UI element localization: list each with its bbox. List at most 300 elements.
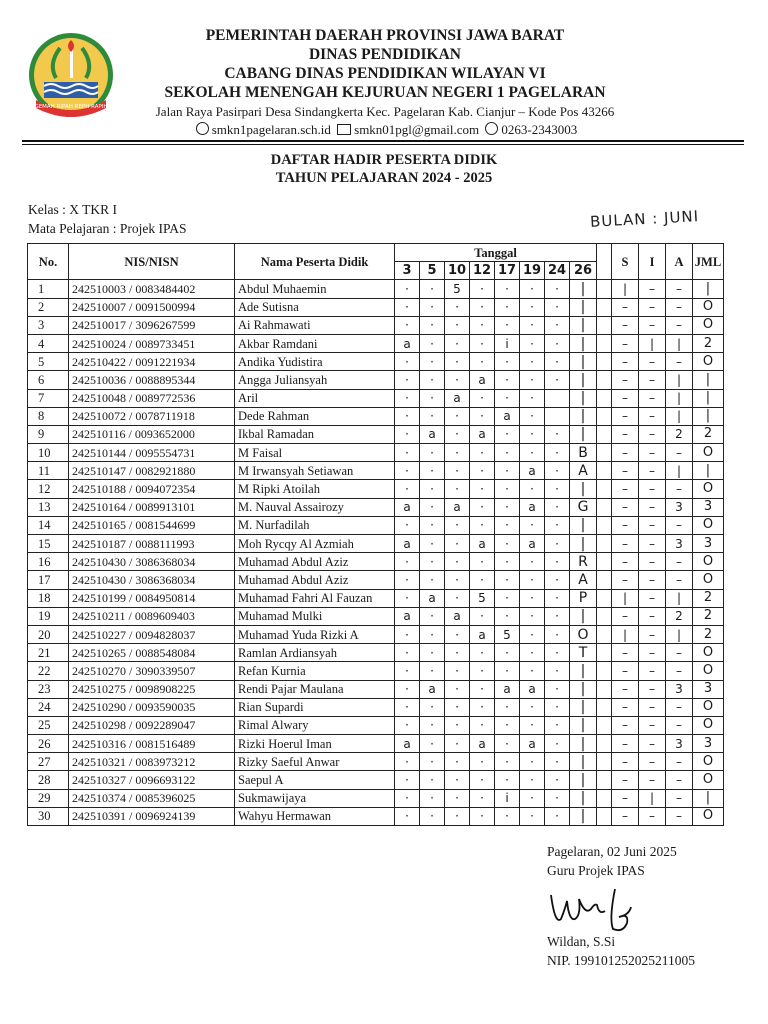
attendance-mark: · — [395, 771, 420, 789]
attendance-mark: · — [495, 735, 520, 753]
table-row — [28, 644, 724, 662]
count-total: O — [693, 553, 724, 571]
attendance-mark: · — [495, 425, 520, 443]
attendance-mark: · — [520, 298, 545, 316]
row-name: Muhamad Fahri Al Fauzan — [235, 589, 395, 607]
count-alpa: – — [666, 807, 693, 825]
attendance-mark: · — [395, 425, 420, 443]
letterhead-line2: DINAS PENDIDIKAN — [308, 46, 461, 63]
count-izin: – — [639, 280, 666, 298]
row-nis: 242510147 / 0082921880 — [69, 462, 235, 480]
count-sakit: – — [612, 644, 639, 662]
attendance-mark: · — [445, 516, 470, 534]
attendance-mark: · — [420, 571, 445, 589]
row-name: M Faisal — [235, 444, 395, 462]
attendance-mark: G — [570, 498, 597, 516]
attendance-mark: · — [520, 716, 545, 734]
table-row — [28, 535, 724, 553]
attendance-mark: · — [470, 789, 495, 807]
row-name: Moh Rycqy Al Azmiah — [235, 535, 395, 553]
table-row — [28, 353, 724, 371]
attendance-mark: · — [420, 716, 445, 734]
mapel-text: Mata Pelajaran : Projek IPAS — [28, 221, 187, 236]
attendance-mark: · — [395, 789, 420, 807]
attendance-mark: · — [420, 371, 445, 389]
header-jml: JML — [693, 244, 724, 280]
attendance-mark: · — [520, 553, 545, 571]
count-total: O — [693, 753, 724, 771]
attendance-mark: | — [570, 735, 597, 753]
header-nama: Nama Peserta Didik — [235, 244, 395, 280]
attendance-mark: · — [545, 698, 570, 716]
attendance-mark: · — [470, 334, 495, 352]
count-alpa: – — [666, 480, 693, 498]
table-row — [28, 716, 724, 734]
attendance-mark: · — [445, 444, 470, 462]
attendance-mark: · — [520, 644, 545, 662]
row-spacer — [597, 644, 612, 662]
attendance-mark: · — [420, 753, 445, 771]
row-name: Rizky Saeful Anwar — [235, 753, 395, 771]
table-row — [28, 371, 724, 389]
row-spacer — [597, 662, 612, 680]
row-name: Muhamad Yuda Rizki A — [235, 625, 395, 643]
attendance-mark: · — [545, 716, 570, 734]
row-nis: 242510327 / 0096693122 — [69, 771, 235, 789]
count-izin: – — [639, 553, 666, 571]
count-sakit: | — [612, 280, 639, 298]
count-izin: – — [639, 771, 666, 789]
count-sakit: – — [612, 807, 639, 825]
count-alpa: – — [666, 698, 693, 716]
attendance-mark: · — [395, 298, 420, 316]
count-alpa: | — [666, 625, 693, 643]
attendance-mark: · — [495, 316, 520, 334]
count-total: | — [693, 789, 724, 807]
attendance-mark: a — [495, 680, 520, 698]
count-izin: – — [639, 680, 666, 698]
header-rule-thick — [22, 140, 744, 142]
count-total: | — [693, 371, 724, 389]
row-name: Angga Juliansyah — [235, 371, 395, 389]
attendance-mark: a — [445, 498, 470, 516]
count-alpa: – — [666, 353, 693, 371]
class-info — [28, 200, 186, 238]
attendance-mark: · — [545, 807, 570, 825]
count-alpa: – — [666, 789, 693, 807]
table-row — [28, 316, 724, 334]
attendance-mark: T — [570, 644, 597, 662]
count-izin: – — [639, 516, 666, 534]
date-header: 26 — [570, 262, 597, 280]
letterhead-school-name: SEKOLAH MENENGAH KEJURUAN NEGERI 1 PAGELARAN — [164, 84, 606, 101]
row-name: M Irwansyah Setiawan — [235, 462, 395, 480]
count-izin: – — [639, 644, 666, 662]
attendance-mark: · — [470, 498, 495, 516]
attendance-mark: 5 — [470, 589, 495, 607]
row-nis: 242510227 / 0094828037 — [69, 625, 235, 643]
count-alpa: | — [666, 334, 693, 352]
count-total: 2 — [693, 334, 724, 352]
attendance-mark: · — [395, 662, 420, 680]
table-row — [28, 553, 724, 571]
attendance-mark: · — [545, 444, 570, 462]
attendance-mark: R — [570, 553, 597, 571]
attendance-mark: · — [445, 807, 470, 825]
row-number: 30 — [28, 807, 69, 825]
attendance-mark: · — [395, 589, 420, 607]
attendance-mark: · — [545, 735, 570, 753]
row-nis: 242510116 / 0093652000 — [69, 425, 235, 443]
row-nis: 242510265 / 0088548084 — [69, 644, 235, 662]
attendance-table — [27, 243, 724, 826]
attendance-mark: · — [445, 735, 470, 753]
row-number: 8 — [28, 407, 69, 425]
attendance-mark: · — [470, 389, 495, 407]
attendance-mark: · — [470, 680, 495, 698]
row-number: 10 — [28, 444, 69, 462]
count-sakit: – — [612, 298, 639, 316]
attendance-mark: · — [470, 662, 495, 680]
attendance-mark: a — [520, 680, 545, 698]
attendance-mark: · — [395, 316, 420, 334]
count-sakit: – — [612, 735, 639, 753]
attendance-mark: · — [445, 535, 470, 553]
row-number: 18 — [28, 589, 69, 607]
row-number: 28 — [28, 771, 69, 789]
attendance-mark: · — [545, 425, 570, 443]
attendance-mark: · — [520, 516, 545, 534]
count-sakit: – — [612, 716, 639, 734]
attendance-mark: a — [470, 535, 495, 553]
date-header: 10 — [445, 262, 470, 280]
row-number: 6 — [28, 371, 69, 389]
attendance-mark: · — [545, 462, 570, 480]
table-row — [28, 480, 724, 498]
attendance-mark: · — [395, 716, 420, 734]
signer-role: Guru Projek IPAS — [547, 863, 645, 878]
attendance-mark: · — [495, 371, 520, 389]
attendance-mark: · — [545, 498, 570, 516]
count-total: O — [693, 662, 724, 680]
count-sakit: – — [612, 535, 639, 553]
attendance-mark: · — [420, 662, 445, 680]
count-alpa: – — [666, 553, 693, 571]
date-header: 24 — [545, 262, 570, 280]
attendance-mark: · — [545, 625, 570, 643]
row-spacer — [597, 571, 612, 589]
row-nis: 242510187 / 0088111993 — [69, 535, 235, 553]
count-sakit: – — [612, 571, 639, 589]
row-name: Rizki Hoerul Iman — [235, 735, 395, 753]
signer-nip: NIP. 199101252025211005 — [547, 953, 696, 968]
row-name: Rendi Pajar Maulana — [235, 680, 395, 698]
attendance-mark: · — [520, 807, 545, 825]
count-alpa: – — [666, 280, 693, 298]
attendance-mark: | — [570, 516, 597, 534]
attendance-mark: · — [445, 425, 470, 443]
attendance-mark: a — [470, 735, 495, 753]
attendance-mark: · — [420, 807, 445, 825]
attendance-mark: | — [570, 425, 597, 443]
letterhead-line1: PEMERINTAH DAERAH PROVINSI JAWA BARAT — [205, 27, 565, 44]
attendance-mark: · — [470, 753, 495, 771]
attendance-mark: · — [545, 316, 570, 334]
attendance-mark: · — [545, 771, 570, 789]
attendance-mark: · — [420, 789, 445, 807]
row-spacer — [597, 498, 612, 516]
table-row — [28, 753, 724, 771]
row-number: 2 — [28, 298, 69, 316]
row-nis: 242510298 / 0092289047 — [69, 716, 235, 734]
count-total: O — [693, 571, 724, 589]
row-number: 9 — [28, 425, 69, 443]
attendance-mark: · — [470, 807, 495, 825]
attendance-mark: · — [495, 462, 520, 480]
count-sakit: – — [612, 371, 639, 389]
attendance-mark: · — [420, 698, 445, 716]
count-sakit: | — [612, 625, 639, 643]
row-nis: 242510316 / 0081516489 — [69, 735, 235, 753]
row-spacer — [597, 298, 612, 316]
attendance-mark: | — [570, 753, 597, 771]
email-text: smkn01pgl@gmail.com — [354, 122, 480, 137]
signer — [547, 932, 695, 970]
attendance-mark: · — [395, 625, 420, 643]
row-nis: 242510430 / 3086368034 — [69, 553, 235, 571]
row-number: 27 — [28, 753, 69, 771]
count-alpa: – — [666, 771, 693, 789]
count-total: 2 — [693, 425, 724, 443]
attendance-mark: i — [495, 789, 520, 807]
count-total: O — [693, 771, 724, 789]
row-nis: 242510144 / 0095554731 — [69, 444, 235, 462]
row-nis: 242510188 / 0094072354 — [69, 480, 235, 498]
count-sakit: – — [612, 389, 639, 407]
attendance-mark: · — [420, 535, 445, 553]
attendance-mark: · — [520, 389, 545, 407]
attendance-mark: · — [545, 280, 570, 298]
attendance-mark: · — [545, 789, 570, 807]
attendance-mark: | — [570, 316, 597, 334]
row-number: 13 — [28, 498, 69, 516]
attendance-mark: 5 — [495, 625, 520, 643]
row-name: Sukmawijaya — [235, 789, 395, 807]
attendance-mark: · — [495, 298, 520, 316]
table-row — [28, 807, 724, 825]
count-izin: – — [639, 407, 666, 425]
attendance-mark: · — [470, 571, 495, 589]
attendance-mark: · — [395, 389, 420, 407]
attendance-mark: a — [445, 389, 470, 407]
count-sakit: – — [612, 698, 639, 716]
attendance-mark: a — [445, 607, 470, 625]
attendance-mark: · — [445, 571, 470, 589]
attendance-mark: | — [570, 334, 597, 352]
attendance-mark: · — [420, 316, 445, 334]
attendance-mark: 5 — [445, 280, 470, 298]
attendance-mark: | — [570, 771, 597, 789]
count-sakit: – — [612, 553, 639, 571]
attendance-mark: · — [495, 771, 520, 789]
count-total: 3 — [693, 535, 724, 553]
count-sakit: – — [612, 516, 639, 534]
row-nis: 242510211 / 0089609403 — [69, 607, 235, 625]
attendance-mark: · — [495, 280, 520, 298]
attendance-mark: a — [395, 735, 420, 753]
row-name: Muhamad Abdul Aziz — [235, 571, 395, 589]
count-alpa: – — [666, 571, 693, 589]
attendance-rows — [28, 280, 724, 826]
attendance-mark: · — [445, 644, 470, 662]
count-sakit: – — [612, 462, 639, 480]
count-total: 2 — [693, 607, 724, 625]
attendance-mark: | — [570, 662, 597, 680]
attendance-mark: · — [495, 516, 520, 534]
attendance-mark: · — [470, 607, 495, 625]
attendance-mark: · — [520, 753, 545, 771]
header-s: S — [612, 244, 639, 280]
row-spacer — [597, 334, 612, 352]
attendance-mark: · — [395, 407, 420, 425]
row-spacer — [597, 789, 612, 807]
attendance-mark: · — [395, 698, 420, 716]
title-line1: DAFTAR HADIR PESERTA DIDIK — [270, 152, 498, 168]
attendance-mark: · — [495, 589, 520, 607]
row-spacer — [597, 516, 612, 534]
attendance-mark: · — [545, 607, 570, 625]
attendance-mark: · — [495, 753, 520, 771]
attendance-mark: a — [395, 535, 420, 553]
count-alpa: – — [666, 662, 693, 680]
count-alpa: 2 — [666, 607, 693, 625]
provincial-logo — [26, 30, 116, 120]
count-izin: – — [639, 716, 666, 734]
row-name: Ai Rahmawati — [235, 316, 395, 334]
row-name: Refan Kurnia — [235, 662, 395, 680]
attendance-mark: · — [470, 698, 495, 716]
count-total: O — [693, 698, 724, 716]
attendance-mark: | — [570, 716, 597, 734]
count-alpa: | — [666, 589, 693, 607]
count-izin: – — [639, 625, 666, 643]
row-spacer — [597, 607, 612, 625]
attendance-mark: · — [445, 480, 470, 498]
attendance-mark: a — [520, 462, 545, 480]
attendance-mark: · — [545, 571, 570, 589]
table-row — [28, 444, 724, 462]
attendance-mark: · — [395, 807, 420, 825]
attendance-mark — [545, 389, 570, 407]
attendance-mark: a — [395, 607, 420, 625]
place-date: Pagelaran, 02 Juni 2025 — [547, 844, 677, 859]
count-sakit: – — [612, 316, 639, 334]
row-spacer — [597, 407, 612, 425]
row-spacer — [597, 771, 612, 789]
attendance-mark: · — [395, 553, 420, 571]
count-izin: – — [639, 607, 666, 625]
count-total: | — [693, 462, 724, 480]
count-izin: – — [639, 753, 666, 771]
row-number: 20 — [28, 625, 69, 643]
attendance-mark: a — [420, 680, 445, 698]
attendance-mark: | — [570, 607, 597, 625]
count-alpa: 3 — [666, 535, 693, 553]
row-number: 25 — [28, 716, 69, 734]
count-sakit: | — [612, 589, 639, 607]
attendance-mark: | — [570, 389, 597, 407]
count-izin: – — [639, 480, 666, 498]
count-sakit: – — [612, 753, 639, 771]
attendance-mark: · — [445, 462, 470, 480]
attendance-mark: | — [570, 407, 597, 425]
count-total: 3 — [693, 680, 724, 698]
attendance-mark: a — [420, 589, 445, 607]
attendance-mark: · — [545, 371, 570, 389]
attendance-mark: · — [395, 444, 420, 462]
attendance-mark: · — [545, 680, 570, 698]
count-alpa: – — [666, 716, 693, 734]
attendance-mark: · — [420, 334, 445, 352]
count-izin: – — [639, 353, 666, 371]
row-nis: 242510321 / 0083973212 — [69, 753, 235, 771]
month-handwritten: BULAN : JUNI — [589, 207, 700, 231]
attendance-mark: · — [470, 280, 495, 298]
logo-motto: GEMAH RIPAH REPH RAPIH — [34, 104, 108, 110]
count-alpa: – — [666, 298, 693, 316]
row-name: Abdul Muhaemin — [235, 280, 395, 298]
attendance-mark: · — [420, 771, 445, 789]
row-number: 23 — [28, 680, 69, 698]
count-alpa: – — [666, 753, 693, 771]
kelas-text: Kelas : X TKR I — [28, 202, 117, 217]
attendance-mark: · — [545, 644, 570, 662]
count-sakit: – — [612, 680, 639, 698]
date-header: 12 — [470, 262, 495, 280]
attendance-mark: · — [395, 516, 420, 534]
header-a: A — [666, 244, 693, 280]
attendance-mark: · — [470, 462, 495, 480]
row-number: 21 — [28, 644, 69, 662]
mail-icon — [337, 124, 351, 135]
attendance-mark: · — [520, 407, 545, 425]
count-izin: | — [639, 334, 666, 352]
row-nis: 242510275 / 0098908225 — [69, 680, 235, 698]
table-row — [28, 680, 724, 698]
row-number: 7 — [28, 389, 69, 407]
signer-name: Wildan, S.Si — [547, 934, 616, 949]
count-sakit: – — [612, 407, 639, 425]
count-total: O — [693, 298, 724, 316]
count-sakit: – — [612, 353, 639, 371]
count-alpa: – — [666, 644, 693, 662]
count-alpa: 3 — [666, 735, 693, 753]
row-number: 11 — [28, 462, 69, 480]
signature-block — [547, 842, 677, 880]
count-sakit: – — [612, 789, 639, 807]
letterhead-address: Jalan Raya Pasirpari Desa Sindangkerta Kec. Pagelaran Kab. Cianjur – Kode Pos 43266 — [155, 104, 615, 119]
attendance-mark: · — [545, 334, 570, 352]
attendance-mark: · — [420, 444, 445, 462]
count-alpa: | — [666, 462, 693, 480]
attendance-mark: · — [420, 480, 445, 498]
count-izin: – — [639, 444, 666, 462]
table-row — [28, 607, 724, 625]
attendance-mark: · — [420, 498, 445, 516]
attendance-mark: · — [420, 516, 445, 534]
row-name: Muhamad Mulki — [235, 607, 395, 625]
attendance-mark: | — [570, 680, 597, 698]
